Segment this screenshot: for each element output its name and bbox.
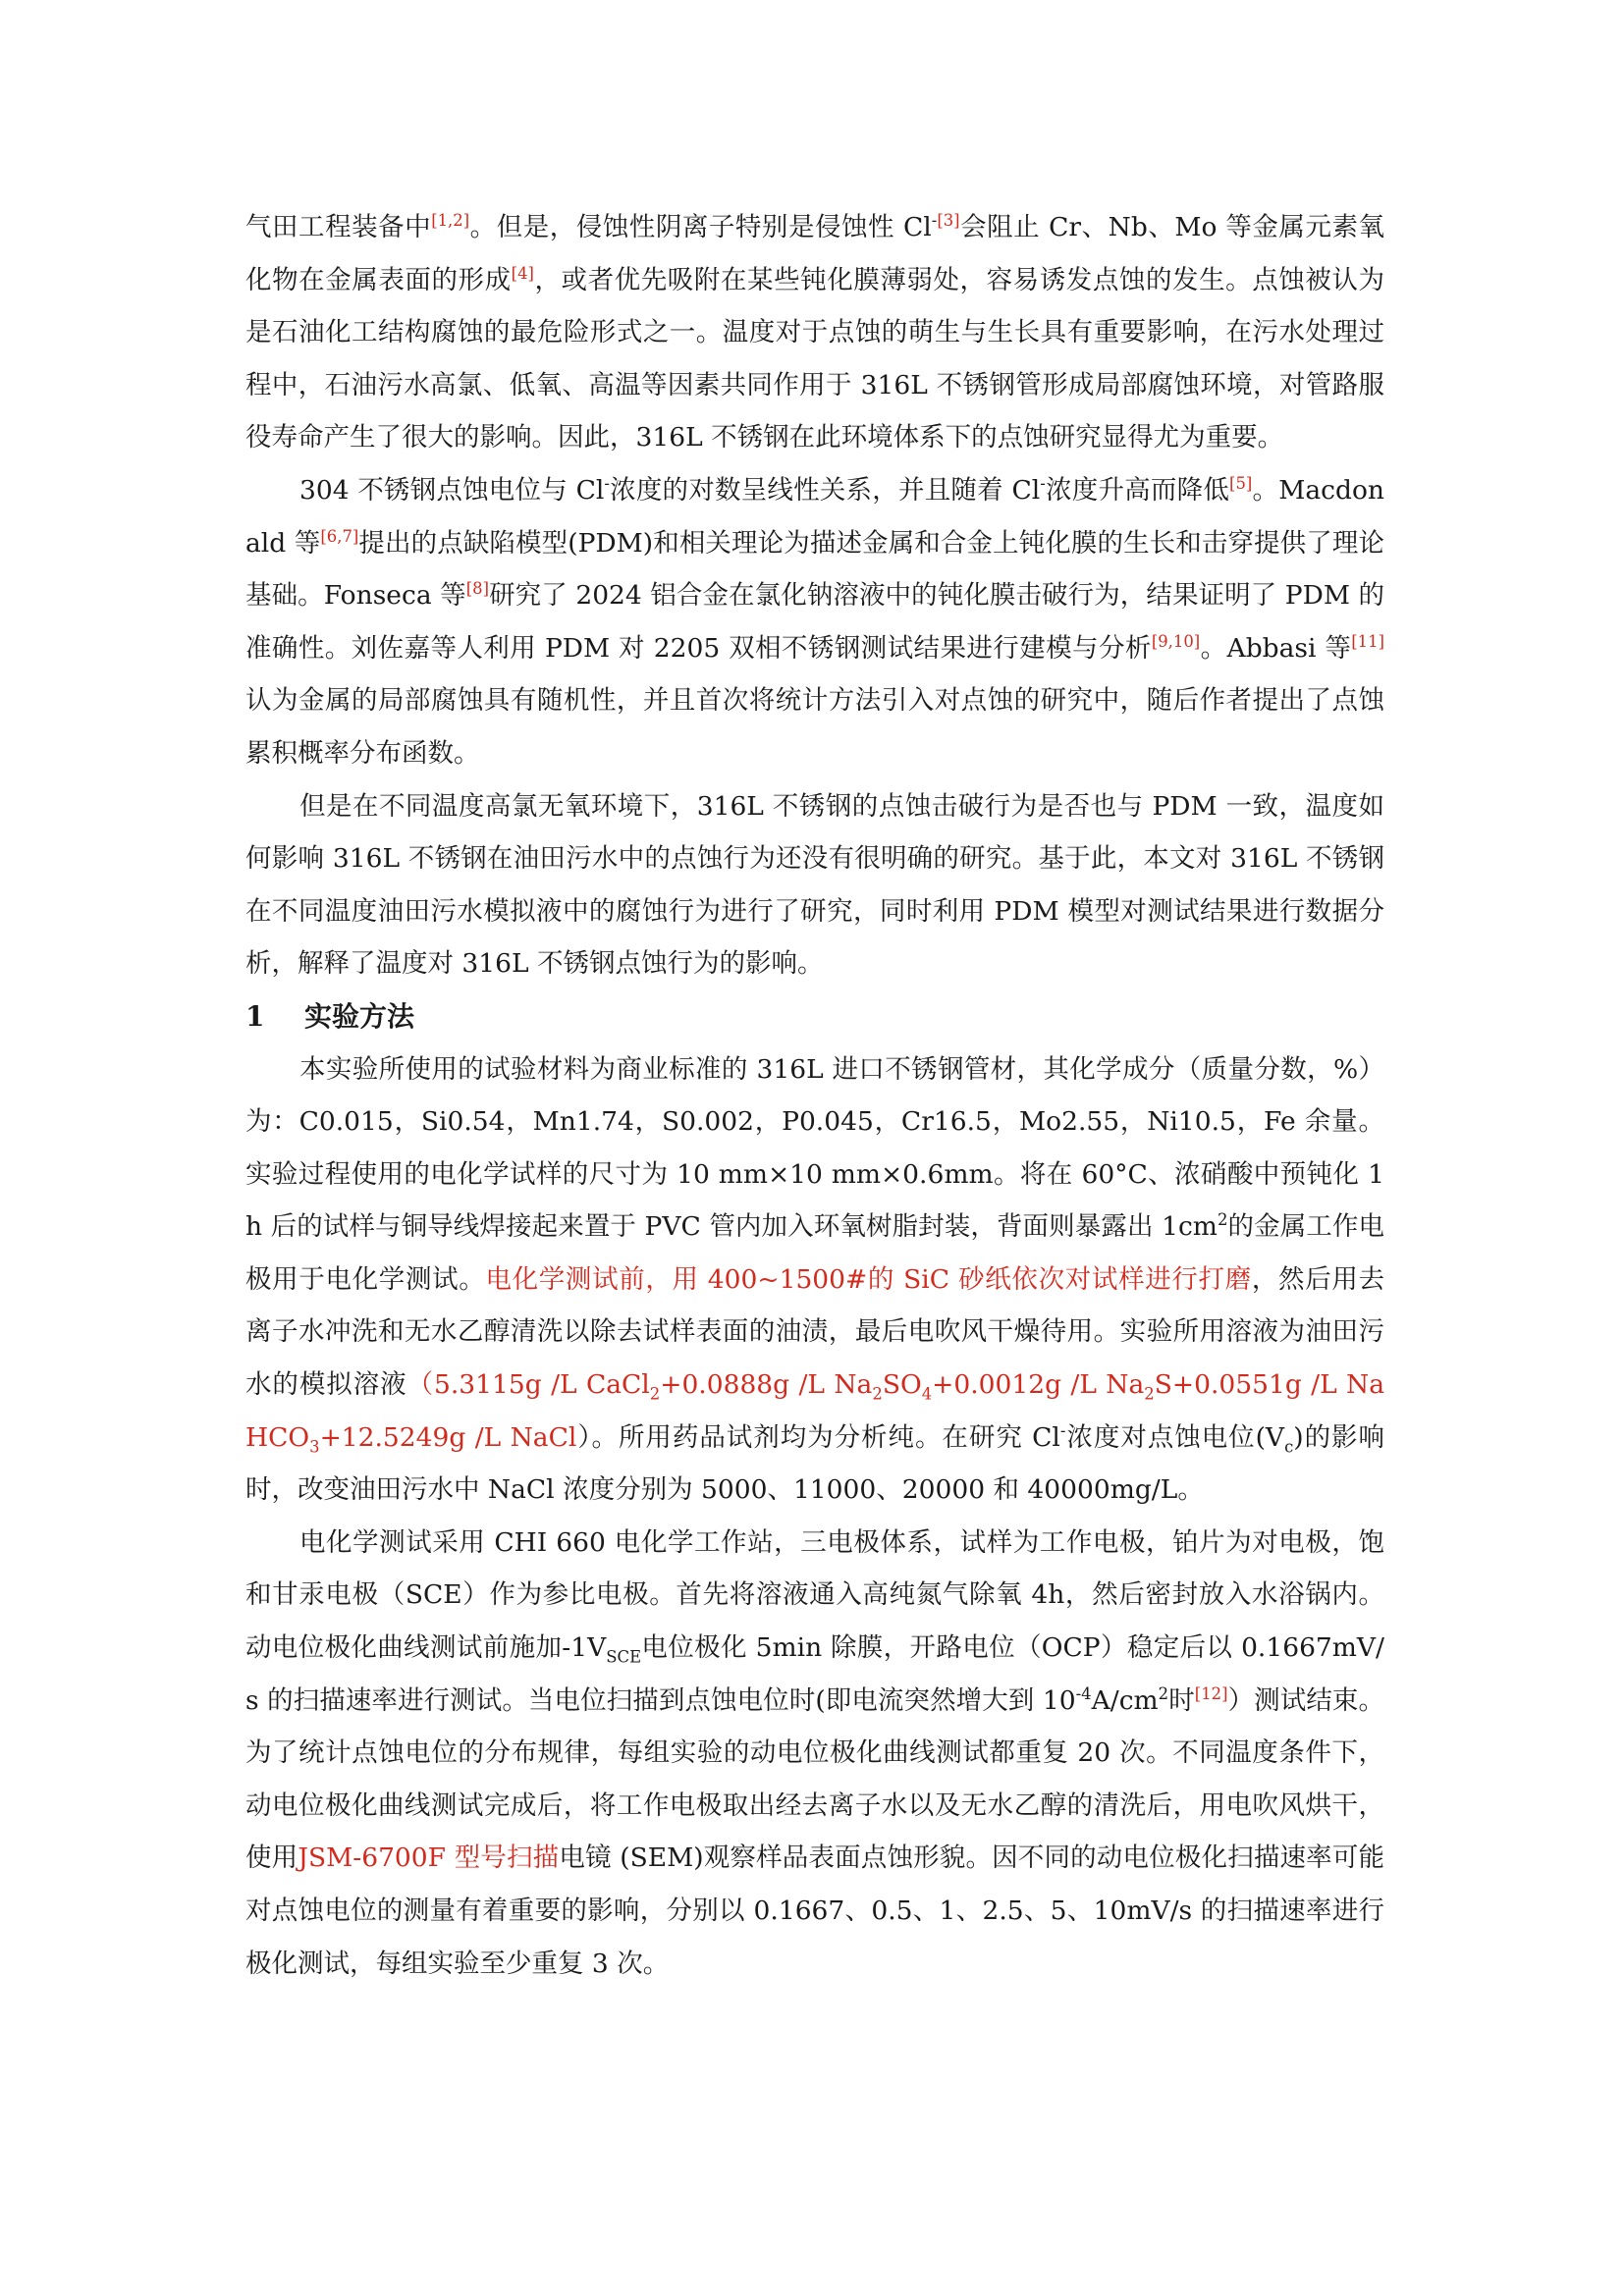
citation-ref[interactable]: [9,10] bbox=[1151, 631, 1201, 651]
citation-ref[interactable]: [6,7] bbox=[320, 526, 359, 546]
section-heading bbox=[245, 990, 1384, 1043]
citation-ref[interactable]: [12] bbox=[1194, 1683, 1228, 1703]
citation-ref[interactable]: [1,2] bbox=[431, 211, 470, 231]
highlighted-solution-formula: （5.3115g /L CaCl$_2$+0.0888g /L $Na_2SO_4+0.0012g$ /L $Na_2S+0.0551g$ /L NaHCO$_3$+12.5249g /L NaCl bbox=[245, 1369, 1385, 1456]
citation-ref[interactable]: [4] bbox=[511, 263, 534, 283]
highlighted-text: JSM-6700F 型号扫描 bbox=[298, 1842, 560, 1874]
paragraph-4: 本实验所使用的试验材料为商业标准的 316L 进口不锈钢管材，其化学成分（质量分数，%）为：C0.015，Si0.54，Mn1.74，S0.002，P0.045，Cr16.5，Mo2.55，Ni10.5，Fe 余量。实验过程使用的电化学试样的尺寸为 10 mm×10 mm×0.6mm。将在 60°C、浓硝酸中预钝化 1h 后的试样与铜导线焊接起来置于 PVC 管内加入环氧树脂封装，背面则暴露出 $1cm^2$的金属工作电极用于电化学测试。电化学测试前，用 400~1500#的 SiC 砂纸依次对试样进行打磨，然后用去离子水冲洗和无水乙醇清洗以除去试样表面的油渍，最后电吹风干燥待用。实验所用溶液为油田污水的模拟溶液（5.3115g /L CaCl$_2$+0.0888g /L $Na_2SO_4+0.0012g$ /L $Na_2S+0.0551g$ /L NaHCO$_3$+12.5249g /L NaCl）。所用药品试剂均为分析纯。在研究 Cl-浓度对点蚀电位$(V_c)$的影响时，改变油田污水中 NaCl 浓度分别为 5000、11000、20000 和 40000mg/L。 bbox=[245, 1053, 1385, 1506]
section-number: 1 bbox=[245, 999, 265, 1033]
citation-ref[interactable]: [11] bbox=[1351, 631, 1384, 651]
highlighted-text: 电化学测试前，用 400~1500#的 SiC 砂纸依次对试样进行打磨 bbox=[485, 1263, 1252, 1295]
citation-ref[interactable]: [3] bbox=[937, 211, 960, 231]
paragraph-2: 304 不锈钢点蚀电位与 Cl-浓度的对数呈线性关系，并且随着 Cl-浓度升高而降低[5]。Macdonald 等[6,7]提出的点缺陷模型(PDM)和相关理论为描述金属和合金上钝化膜的生长和击穿提供了理论基础。Fonseca 等[8]研究了 2024 铝合金在氯化钠溶液中的钝化膜击破行为，结果证明了 PDM 的准确性。刘佐嘉等人利用 PDM 对 2205 双相不锈钢测试结果进行建模与分析[9,10]。Abbasi 等[11]认为金属的局部腐蚀具有随机性，并且首次将统计方法引入对点蚀的研究中，随后作者提出了点蚀累积概率分布函数。 bbox=[245, 474, 1385, 769]
citation-ref[interactable]: [8] bbox=[465, 579, 489, 599]
body-text-top bbox=[245, 201, 1384, 1990]
section-title: 实验方法 bbox=[304, 999, 415, 1033]
paragraph-1: 气田工程装备中[1,2]。但是，侵蚀性阴离子特别是侵蚀性 Cl$^{-[3]}$会阻止 Cr、Nb、Mo 等金属元素氧化物在金属表面的形成[4]，或者优先吸附在某些钝化膜薄弱处，容易诱发点蚀的发生。点蚀被认为是石油化工结构腐蚀的最危险形式之一。温度对于点蚀的萌生与生长具有重要影响，在污水处理过程中，石油污水高氯、低氧、高温等因素共同作用于 316L 不锈钢管形成局部腐蚀环境，对管路服役寿命产生了很大的影响。因此，316L 不锈钢在此环境体系下的点蚀研究显得尤为重要。 bbox=[245, 211, 1385, 454]
paragraph-5: 电化学测试采用 CHI 660 电化学工作站，三电极体系，试样为工作电极，铂片为对电极，饱和甘汞电极（SCE）作为参比电极。首先将溶液通入高纯氮气除氧 4h，然后密封放入水浴锅内。动电位极化曲线测试前施加$-1V_{SCE}$电位极化 5min 除膜，开路电位（OCP）稳定后以 0.1667mV/s 的扫描速率进行测试。当电位扫描到点蚀电位时(即电流突然增大到 $10^{-4}A/cm^2$时[12]）测试结束。为了统计点蚀电位的分布规律，每组实验的动电位极化曲线测试都重复 20 次。不同温度条件下，动电位极化曲线测试完成后，将工作电极取出经去离子水以及无水乙醇的清洗后，用电吹风烘干，使用JSM-6700F 型号扫描电镜 (SEM)观察样品表面点蚀形貌。因不同的动电位极化扫描速率可能对点蚀电位的测量有着重要的影响，分别以 0.1667、0.5、1、2.5、5、10mV/s 的扫描速率进行极化测试，每组实验至少重复 3 次。 bbox=[245, 1526, 1385, 1979]
citation-ref[interactable]: [5] bbox=[1229, 474, 1253, 494]
paragraph-3: 但是在不同温度高氯无氧环境下，316L 不锈钢的点蚀击破行为是否也与 PDM 一致，温度如何影响 316L 不锈钢在油田污水中的点蚀行为还没有很明确的研究。基于此，本文对 316L 不锈钢在不同温度油田污水模拟液中的腐蚀行为进行了研究，同时利用 PDM 模型对测试结果进行数据分析，解释了温度对 316L 不锈钢点蚀行为的影响。 bbox=[245, 790, 1384, 980]
